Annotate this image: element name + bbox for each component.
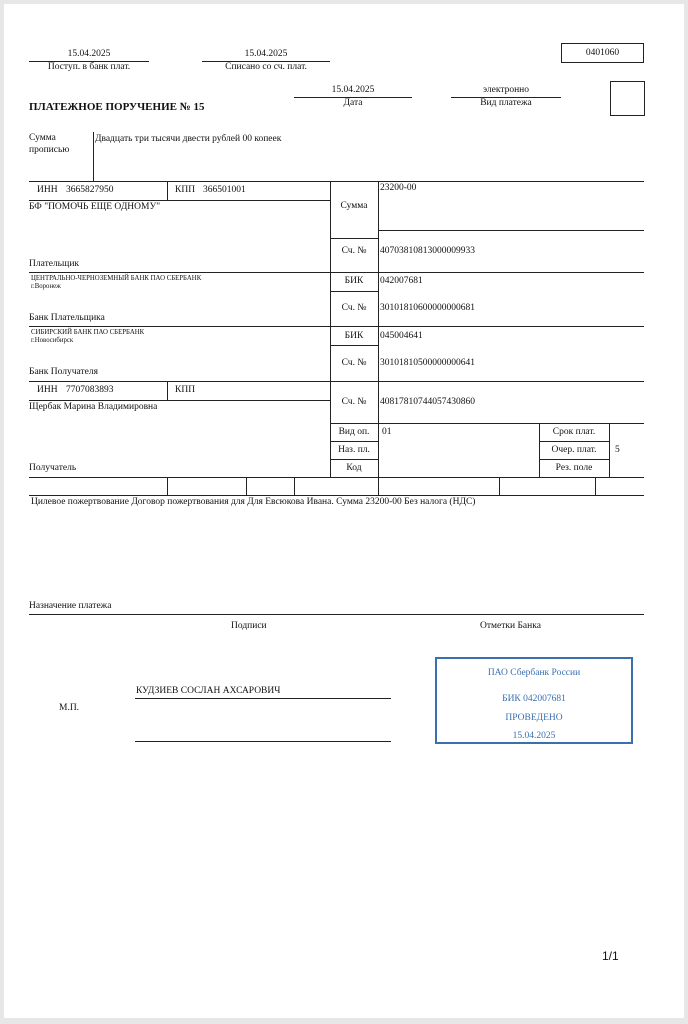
amount-words-value: Двадцать три тысячи двести рублей 00 копеек: [95, 134, 282, 144]
grid-line: [609, 423, 610, 477]
grid-line: [29, 272, 644, 273]
payee-bank-bik-label: БИК: [344, 331, 364, 341]
payer-bank-account-label: Сч. №: [341, 303, 367, 313]
payee-bank-bik: 045004641: [380, 331, 423, 341]
stamp-bank: ПАО Сбербанк России: [487, 668, 581, 678]
order-title: ПЛАТЕЖНОЕ ПОРУЧЕНИЕ № 15: [29, 101, 205, 113]
payee-bank-city: г.Новосибирск: [31, 337, 74, 344]
payer-bank-city: г.Воронеж: [31, 283, 61, 290]
grid-line: [29, 614, 644, 615]
grid-line: [167, 381, 168, 400]
order-date-label: Дата: [343, 98, 363, 108]
grid-line: [330, 459, 378, 460]
payer-bank-account: 30101810600000000681: [380, 303, 475, 313]
payee-bank-account-label: Сч. №: [341, 358, 367, 368]
payer-inn-label: ИНН: [37, 185, 58, 195]
page-number: 1/1: [602, 949, 619, 963]
payer-kpp-label: КПП: [175, 185, 196, 195]
code-label: Код: [346, 463, 362, 473]
payment-order-page: [4, 4, 684, 1018]
signer-name: КУДЗИЕВ СОСЛАН АХСАРОВИЧ: [136, 686, 281, 696]
payer-kpp: 366501001: [203, 185, 246, 195]
payer-label: Плательщик: [29, 259, 80, 269]
grid-line: [330, 345, 378, 346]
op-type: 01: [382, 427, 392, 437]
grid-line: [330, 441, 378, 442]
grid-line: [29, 200, 331, 201]
grid-line: [167, 477, 168, 495]
payee-account-label: Сч. №: [341, 397, 367, 407]
payee-account: 40817810744057430860: [380, 397, 475, 407]
purpose-code-label: Наз. пл.: [338, 445, 370, 455]
date-received-label: Поступ. в банк плат.: [47, 62, 131, 72]
grid-line: [29, 326, 644, 327]
payer-account: 40703810813000009933: [380, 246, 475, 256]
payee-bank-name: СИБИРСКИЙ БАНК ПАО СБЕРБАНК: [31, 329, 145, 336]
grid-line: [539, 441, 609, 442]
grid-line: [330, 291, 378, 292]
purpose-label: Назначение платежа: [29, 601, 112, 611]
grid-line: [378, 477, 379, 495]
stamp-date: 15.04.2025: [512, 731, 556, 741]
payee-kpp-label: КПП: [175, 385, 196, 395]
payer-bank-label: Банк Плательщика: [29, 313, 105, 323]
date-debited: 15.04.2025: [244, 49, 288, 59]
sum-label: Сумма: [340, 201, 368, 211]
order-date: 15.04.2025: [331, 85, 375, 95]
reserve-label: Рез. поле: [555, 463, 593, 473]
grid-line: [29, 181, 644, 182]
bank-marks-label: Отметки Банка: [480, 621, 541, 631]
signature-line: [135, 698, 391, 699]
grid-line: [595, 477, 596, 495]
grid-line: [246, 477, 247, 495]
stamp-bik: БИК 042007681: [502, 694, 566, 704]
grid-line: [29, 381, 644, 382]
grid-line: [29, 400, 331, 401]
due-label: Срок плат.: [552, 427, 596, 437]
form-code: 0401060: [561, 43, 644, 63]
sum-value: 23200-00: [380, 183, 417, 193]
bank-stamp: [435, 657, 633, 744]
op-type-label: Вид оп.: [338, 427, 370, 437]
payer-bank-bik: 042007681: [380, 276, 423, 286]
grid-line: [378, 181, 379, 477]
grid-line: [539, 459, 609, 460]
signatures-label: Подписи: [231, 621, 267, 631]
payee-inn-label: ИНН: [37, 385, 58, 395]
payer-bank-bik-label: БИК: [344, 276, 364, 286]
payer-account-label: Сч. №: [341, 246, 367, 256]
payer-name: БФ "ПОМОЧЬ ЕЩЕ ОДНОМУ": [29, 202, 161, 212]
priority-label: Очер. плат.: [551, 445, 597, 455]
stamp-status: ПРОВЕДЕНО: [505, 713, 563, 723]
payee-label: Получатель: [29, 463, 77, 473]
payment-type-label: Вид платежа: [480, 98, 532, 108]
seal-label: М.П.: [59, 703, 80, 713]
payment-type: электронно: [482, 85, 530, 95]
grid-line: [378, 230, 644, 231]
date-debited-label: Списано со сч. плат.: [225, 62, 307, 72]
grid-line: [499, 477, 500, 495]
divider: [93, 132, 94, 181]
payment-status-box: [610, 81, 645, 116]
purpose-text: Цилевое пожертвование Договор пожертвования для Для Евсюкова Ивана. Сумма 23200-00 Без налога (НДС): [31, 497, 476, 507]
signature-line: [135, 741, 391, 742]
date-received: 15.04.2025: [67, 49, 111, 59]
payee-name: Щербак Марина Владимировна: [29, 402, 158, 412]
grid-line: [294, 477, 295, 495]
grid-line: [29, 477, 644, 478]
grid-line: [330, 423, 644, 424]
payee-inn: 7707083893: [66, 385, 114, 395]
amount-words-label-1: Сумма: [29, 133, 56, 143]
payee-bank-account: 30101810500000000641: [380, 358, 475, 368]
grid-line: [29, 495, 644, 496]
payee-bank-label: Банк Получателя: [29, 367, 98, 377]
amount-words-label-2: прописью: [29, 145, 70, 155]
grid-line: [167, 181, 168, 200]
priority-value: 5: [615, 445, 620, 455]
payer-inn: 3665827950: [66, 185, 114, 195]
payer-bank-name: ЦЕНТРАЛЬНО-ЧЕРНОЗЕМНЫЙ БАНК ПАО СБЕРБАНК: [31, 275, 202, 282]
grid-line: [330, 238, 378, 239]
